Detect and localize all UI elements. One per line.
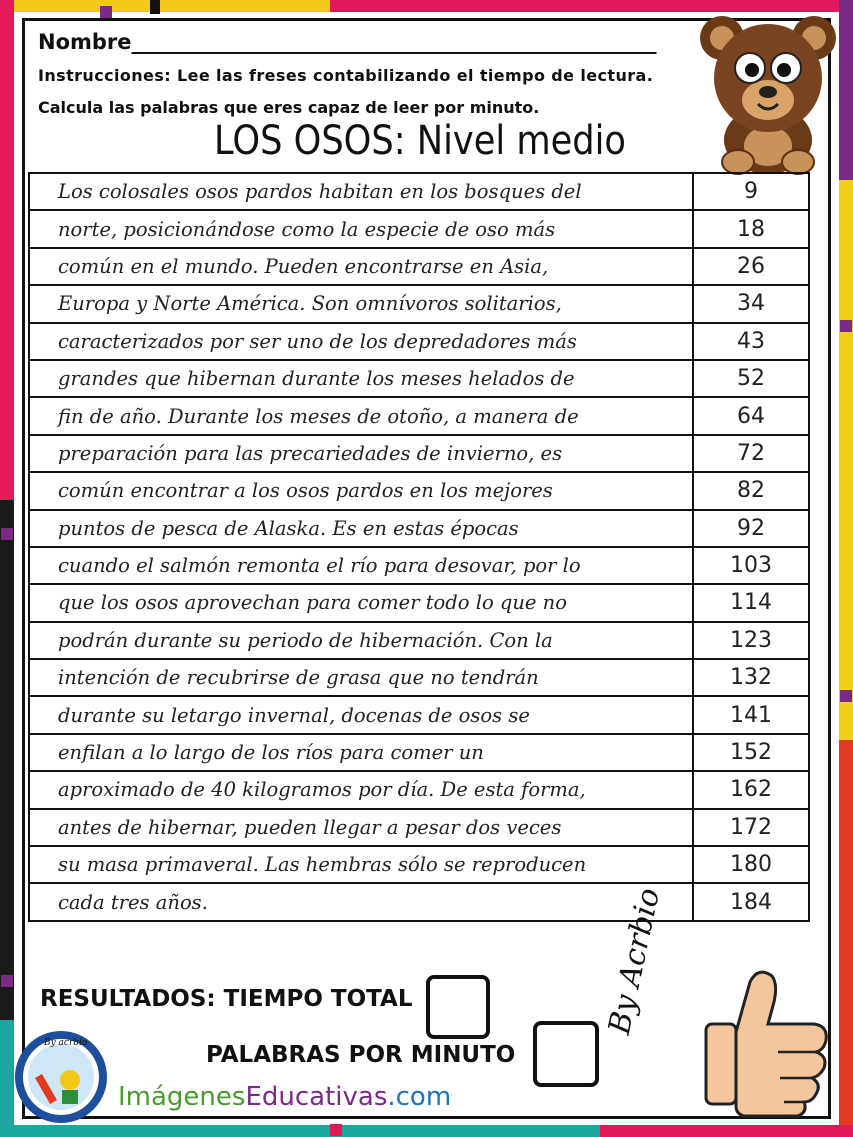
reading-row [29, 360, 809, 397]
frame-accent-top-purple [100, 6, 112, 18]
reading-row [29, 285, 809, 322]
reading-row [29, 696, 809, 733]
frame-accent-top [150, 0, 160, 14]
thumbs-up-icon [688, 962, 838, 1122]
frame-strip-bottom-right [600, 1125, 853, 1137]
reading-row [29, 771, 809, 808]
brand-part-3: .com [387, 1082, 452, 1112]
reading-row [29, 846, 809, 883]
reading-text: norte, posicionándose como la especie de oso más [29, 210, 693, 247]
word-count: 132 [693, 659, 809, 696]
logo-caption: By acrbio [44, 1038, 88, 1048]
word-count: 92 [693, 510, 809, 547]
frame-dot [840, 690, 852, 702]
reading-text: intención de recubrirse de grasa que no tendrán [29, 659, 693, 696]
reading-text: puntos de pesca de Alaska. Es en estas épocas [29, 510, 693, 547]
reading-text: que los osos aprovechan para comer todo lo que no [29, 584, 693, 621]
total-time-label: RESULTADOS: TIEMPO TOTAL [40, 986, 413, 1012]
word-count: 18 [693, 210, 809, 247]
reading-text: antes de hibernar, pueden llegar a pesar dos veces [29, 809, 693, 846]
brand-part-1: Imágenes [118, 1082, 246, 1112]
word-count: 82 [693, 472, 809, 509]
reading-text: grandes que hibernan durante los meses helados de [29, 360, 693, 397]
reading-row [29, 173, 809, 210]
word-count: 26 [693, 248, 809, 285]
reading-text: cuando el salmón remonta el río para desovar, por lo [29, 547, 693, 584]
reading-row [29, 248, 809, 285]
reading-text: su masa primaveral. Las hembras sólo se reproducen [29, 846, 693, 883]
word-count: 152 [693, 734, 809, 771]
word-count: 9 [693, 173, 809, 210]
reading-row [29, 323, 809, 360]
reading-row [29, 397, 809, 434]
reading-row [29, 734, 809, 771]
word-count: 123 [693, 622, 809, 659]
frame-dot [840, 320, 852, 332]
frame-strip-right-bottom [839, 740, 853, 1137]
reading-text: común en el mundo. Pueden encontrarse en Asia, [29, 248, 693, 285]
word-count: 162 [693, 771, 809, 808]
reading-text: caracterizados por ser uno de los depredadores más [29, 323, 693, 360]
brand-part-2: Educativas [245, 1082, 388, 1112]
word-count: 180 [693, 846, 809, 883]
reading-row [29, 809, 809, 846]
words-per-minute-label: PALABRAS POR MINUTO [206, 1042, 516, 1068]
bear-icon [692, 8, 844, 176]
reading-row [29, 472, 809, 509]
frame-strip-left-top [0, 0, 14, 500]
word-count: 184 [693, 883, 809, 920]
reading-row [29, 435, 809, 472]
name-field-line[interactable]: Nombre__________________________________________________ [38, 30, 657, 54]
reading-text: cada tres años. [29, 883, 693, 920]
page-title: LOS OSOS: Nivel medio [214, 118, 626, 164]
author-signature: By Acrbio [602, 885, 668, 1038]
reading-text: fin de año. Durante los meses de otoño, a manera de [29, 397, 693, 434]
frame-strip-right-middle [839, 180, 853, 740]
reading-table [28, 172, 810, 922]
instruction-line-2: Calcula las palabras que eres capaz de leer por minuto. [38, 98, 540, 117]
word-count: 103 [693, 547, 809, 584]
words-per-minute-box[interactable] [533, 1021, 599, 1087]
reading-row [29, 622, 809, 659]
reading-row [29, 883, 809, 920]
word-count: 172 [693, 809, 809, 846]
frame-dot [1, 975, 13, 987]
reading-row [29, 510, 809, 547]
reading-text: Europa y Norte América. Son omnívoros solitarios, [29, 285, 693, 322]
frame-dot [330, 1124, 342, 1136]
reading-text: enfilan a lo largo de los ríos para comer un [29, 734, 693, 771]
reading-row [29, 584, 809, 621]
reading-text: preparación para las precariedades de invierno, es [29, 435, 693, 472]
frame-strip-bottom-left [0, 1125, 600, 1137]
frame-strip-top-left [0, 0, 330, 12]
reading-text: podrán durante su periodo de hibernación. Con la [29, 622, 693, 659]
word-count: 52 [693, 360, 809, 397]
word-count: 141 [693, 696, 809, 733]
total-time-box[interactable] [426, 975, 490, 1039]
reading-row [29, 659, 809, 696]
word-count: 114 [693, 584, 809, 621]
instruction-line-1: Instrucciones: Lee las freses contabilizando el tiempo de lectura. [38, 66, 654, 85]
brand-text[interactable] [118, 1082, 451, 1112]
reading-text: Los colosales osos pardos habitan en los bosques del [29, 173, 693, 210]
frame-dot [1, 528, 13, 540]
reading-row [29, 210, 809, 247]
word-count: 34 [693, 285, 809, 322]
frame-strip-left-middle [0, 500, 14, 1020]
word-count: 72 [693, 435, 809, 472]
word-count: 43 [693, 323, 809, 360]
word-count: 64 [693, 397, 809, 434]
reading-text: común encontrar a los osos pardos en los mejores [29, 472, 693, 509]
reading-text: durante su letargo invernal, docenas de osos se [29, 696, 693, 733]
reading-row [29, 547, 809, 584]
reading-text: aproximado de 40 kilogramos por día. De esta forma, [29, 771, 693, 808]
